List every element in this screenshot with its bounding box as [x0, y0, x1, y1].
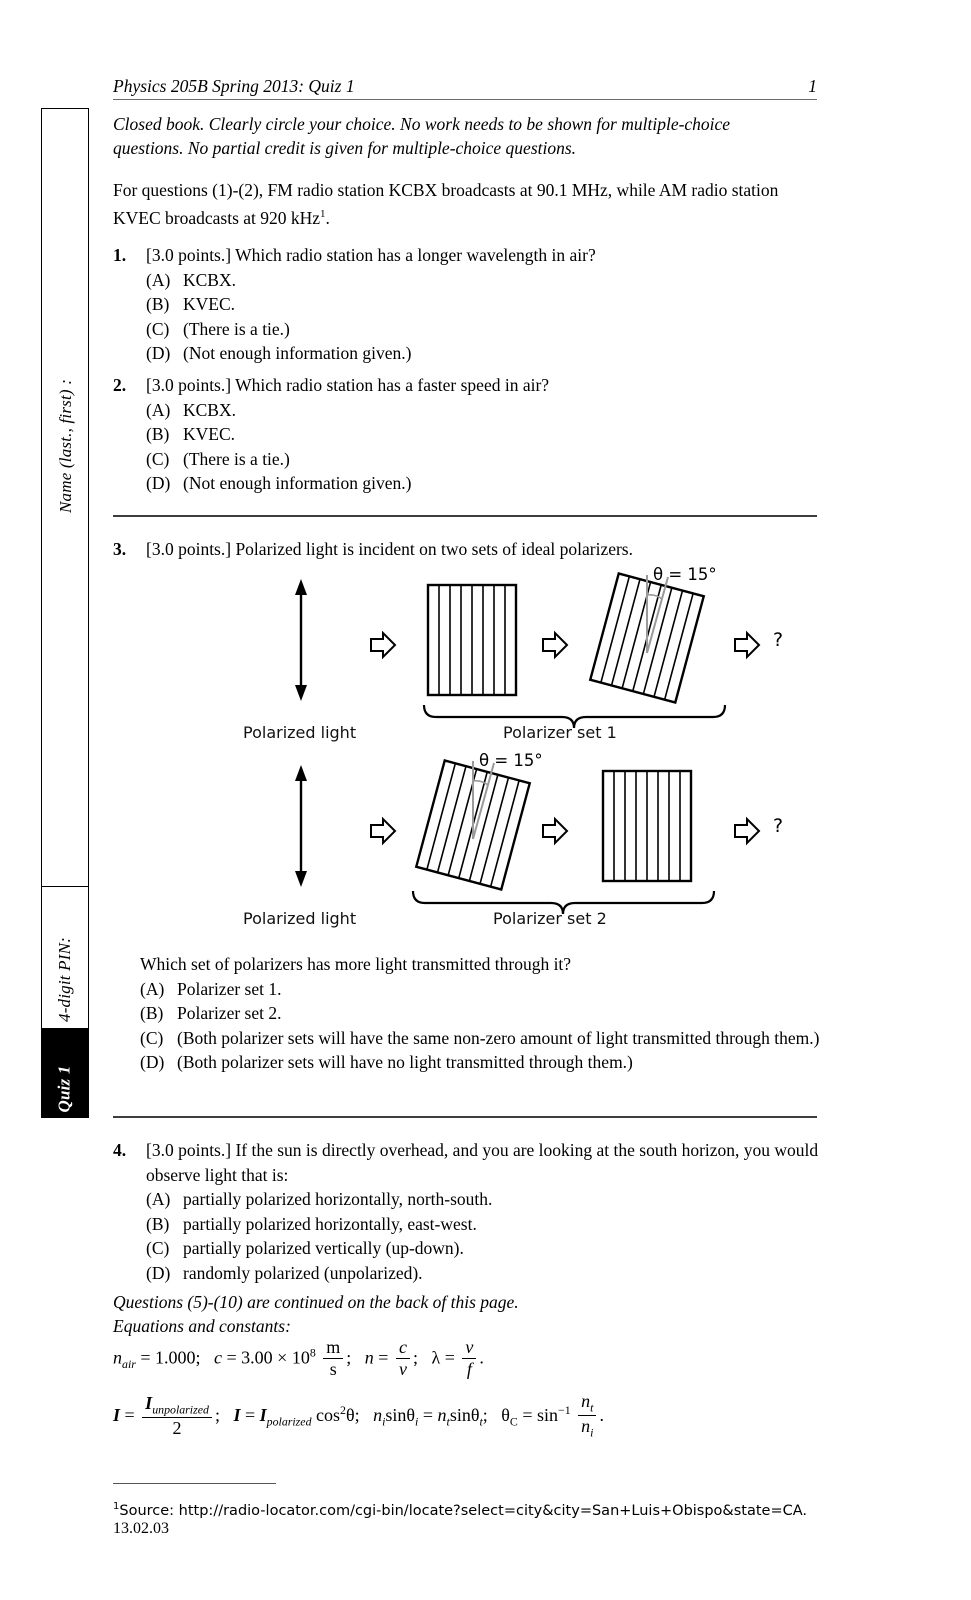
question-3 — [113, 537, 833, 562]
option-1c-letter: (C) — [146, 318, 170, 339]
eq-I2-base: I — [259, 1404, 267, 1425]
eq-theta-c-symbol: θ — [501, 1404, 510, 1425]
set1-incident-light-arrow — [295, 579, 307, 701]
eq-I-equals: = — [124, 1404, 135, 1425]
set1-polarizer-vertical — [428, 585, 516, 695]
option-4a-letter: (A) — [146, 1189, 171, 1209]
option-2a-text: KCBX. — [183, 399, 236, 420]
sidebar-quiz-tab — [42, 1029, 88, 1118]
eq-lambda-equals: = — [444, 1347, 455, 1368]
question-4 — [113, 1138, 833, 1285]
option-3b-text: Polarizer set 2. — [177, 1003, 282, 1023]
option-1b-text: KVEC. — [183, 294, 236, 314]
eq-n-def-numerator: c — [396, 1337, 410, 1359]
sidebar-name-label: Name (last., first) : — [56, 378, 75, 513]
tail-notes — [113, 1290, 519, 1338]
set2-polarizer-vertical — [603, 771, 691, 881]
eq-theta-c-denominator-subscript: i — [590, 1425, 594, 1440]
eq-I2-cos: cos — [316, 1404, 341, 1425]
course-title: Physics 205B Spring 2013: Quiz 1 — [113, 76, 355, 96]
question-4-number: 4. — [113, 1140, 127, 1160]
option-3c[interactable] — [140, 1026, 860, 1051]
set2-arrow-1 — [371, 819, 395, 843]
option-4a-text: partially polarized horizontally, north-south. — [183, 1189, 493, 1209]
eq-snell-ni-subscript: i — [382, 1414, 386, 1429]
option-3a-letter: (A) — [140, 978, 165, 999]
eq-theta-c-fraction — [578, 1391, 596, 1441]
question-3-text: Polarized light is incident on two sets of ideal polarizers. — [235, 539, 633, 559]
eq-theta-c-exponent: −1 — [558, 1402, 571, 1417]
instructions-text: Closed book. Clearly circle your choice. No work needs to be shown for multiple-choice questions. No partial credit is given for multiple-choice questions. — [113, 114, 731, 158]
option-2b[interactable] — [146, 422, 813, 447]
option-4c[interactable] — [146, 1236, 833, 1261]
option-2b-text: KVEC. — [183, 424, 236, 444]
question-3-number: 3. — [113, 539, 127, 559]
question-2-header — [113, 373, 813, 398]
option-2c-letter: (C) — [146, 448, 170, 469]
eq-lambda-numerator: v — [462, 1337, 476, 1359]
eq-c-exponent: 8 — [309, 1345, 316, 1360]
eq-snell-equals: = — [422, 1404, 434, 1425]
question-1-points: [3.0 points.] — [146, 245, 232, 265]
option-3d[interactable] — [140, 1050, 860, 1075]
eq-n-def-fraction — [396, 1337, 410, 1379]
question-3-points: [3.0 points.] — [146, 539, 232, 559]
preamble-text — [113, 178, 825, 230]
question-1-number: 1. — [113, 245, 127, 265]
set1-arrow-1 — [371, 633, 395, 657]
eq-snell-theta-i-subscript: i — [415, 1414, 419, 1429]
footnote-text — [113, 1495, 807, 1523]
option-1d-letter: (D) — [146, 343, 171, 363]
eq-I-numerator-group — [142, 1393, 212, 1418]
question-1 — [113, 243, 813, 366]
eq-c-unit-denominator: s — [329, 1358, 337, 1379]
eq-I-symbol: I — [113, 1404, 121, 1425]
eq-I2-subscript: polarized — [266, 1414, 312, 1429]
eq-theta-c-numerator-subscript: t — [590, 1400, 594, 1415]
question-2-text: Which radio station has a faster speed in air? — [235, 375, 550, 395]
option-4b-text: partially polarized horizontally, east-west. — [183, 1213, 477, 1234]
section-divider-2 — [113, 1116, 817, 1118]
question-1-options — [146, 268, 813, 366]
eq-lambda-fraction — [462, 1337, 476, 1379]
eq-I2-exponent: 2 — [340, 1402, 346, 1417]
option-4a[interactable] — [146, 1187, 833, 1212]
question-2-options — [146, 398, 813, 496]
sidebar-pin-label: 4-digit PIN: — [55, 936, 74, 1022]
question-3-sub-prompt: Which set of polarizers has more light transmitted through it? — [140, 954, 572, 974]
sidebar-quiz-label: Quiz 1 — [54, 1065, 74, 1113]
option-2c[interactable] — [146, 447, 813, 472]
set1-arrow-2 — [543, 633, 567, 657]
option-3a-text: Polarizer set 1. — [177, 978, 282, 999]
eq-snell-sin-t: sinθ — [449, 1404, 480, 1425]
option-4c-letter: (C) — [146, 1238, 170, 1258]
eq-snell-theta-t-subscript: t — [479, 1414, 483, 1429]
eq-snell-nt-subscript: t — [446, 1414, 450, 1429]
option-4d[interactable] — [146, 1261, 833, 1286]
eq-I-numerator-subscript: unpolarized — [152, 1402, 209, 1417]
eq-n-air-subscript: air — [122, 1356, 136, 1371]
polarizer-figure — [113, 565, 843, 945]
option-4d-letter: (D) — [146, 1262, 171, 1283]
option-1a[interactable] — [146, 268, 813, 293]
question-4-options — [146, 1187, 833, 1285]
answer-sheet-sidebar — [41, 108, 89, 1118]
sidebar-name-field[interactable] — [42, 109, 88, 887]
option-2c-text: (There is a tie.) — [183, 448, 290, 469]
question-2-prompt — [146, 373, 813, 398]
option-1a-text: KCBX. — [183, 269, 236, 290]
eq-c-unit-numerator: m — [323, 1337, 343, 1359]
eq-n-air-value: = 1.000; — [140, 1347, 201, 1368]
option-1c[interactable] — [146, 317, 813, 342]
option-3b[interactable] — [140, 1001, 860, 1026]
preamble-tail: . — [325, 207, 330, 228]
option-3d-letter: (D) — [140, 1052, 165, 1072]
footnote-marker: 1 — [113, 1501, 120, 1512]
question-1-prompt — [146, 243, 813, 268]
eq-theta-c-numerator: n — [581, 1391, 591, 1411]
question-4-prompt — [146, 1138, 833, 1187]
question-3-options — [140, 977, 860, 1075]
option-2b-letter: (B) — [146, 424, 170, 444]
option-3a[interactable] — [140, 977, 860, 1002]
eq-theta-c-equals: = sin — [522, 1404, 559, 1425]
eq-theta-c-denominator: n — [581, 1416, 591, 1437]
option-1b-letter: (B) — [146, 294, 170, 314]
set1-output-question-mark: ? — [773, 629, 784, 651]
eq-snell-sin-i: sinθ — [385, 1404, 416, 1425]
question-2-points: [3.0 points.] — [146, 375, 232, 395]
document-datestamp: 13.02.03 — [113, 1520, 169, 1537]
eq-theta-c-numerator-group — [578, 1391, 596, 1416]
eq-I-fraction — [142, 1393, 212, 1439]
preamble-footnote-marker: 1 — [320, 208, 326, 220]
question-3-header — [113, 537, 833, 562]
question-1-text: Which radio station has a longer wavelength in air? — [235, 245, 596, 265]
set2-angle-label: θ = 15° — [479, 751, 543, 770]
sidebar-pin-field[interactable] — [42, 887, 88, 1029]
question-4-points: [3.0 points.] — [146, 1140, 232, 1160]
eq-snell-ni: n — [373, 1404, 383, 1425]
eq-theta-c-subscript: C — [509, 1414, 518, 1429]
eq-n-air-symbol: n — [113, 1347, 122, 1368]
question-4-header — [113, 1138, 833, 1187]
question-1-header — [113, 243, 813, 268]
continued-note: Questions (5)-(10) are continued on the back of this page. — [113, 1292, 519, 1312]
option-4d-text: randomly polarized (unpolarized). — [183, 1262, 423, 1283]
option-2d-letter: (D) — [146, 473, 171, 493]
eq-theta-c-denominator-group — [578, 1416, 596, 1440]
option-1c-text: (There is a tie.) — [183, 318, 290, 339]
eq-I2-equals: = — [244, 1404, 256, 1425]
question-3-answer-block — [140, 952, 860, 1075]
set1-set-label: Polarizer set 1 — [503, 723, 617, 742]
option-3c-text: (Both polarizer sets will have the same non-zero amount of light transmitted through them.) — [177, 1027, 820, 1048]
eq-I-numerator: I — [145, 1392, 153, 1413]
option-4b-letter: (B) — [146, 1213, 170, 1234]
document-header — [113, 76, 817, 100]
option-1b[interactable] — [146, 292, 813, 317]
eq-snell-nt: n — [437, 1404, 447, 1425]
set2-arrow-3 — [735, 819, 759, 843]
option-2d[interactable] — [146, 471, 813, 496]
option-3c-letter: (C) — [140, 1027, 164, 1048]
eq-c-symbol: c — [214, 1347, 223, 1368]
eq-n-def-denominator: v — [398, 1358, 407, 1379]
option-4b[interactable] — [146, 1212, 833, 1237]
equation-row-2: I = $\frac{I_{unpolarized}}{2}$ ; $I = I_{polarized}$ $\cos^2\theta$; $n_i\sin\theta_i = n_t\sin\theta_t$; $\theta_C = \sin^{-1}$ $\frac{n_t}{n_i}$ . — [113, 1391, 604, 1440]
eq-lambda-symbol: λ — [431, 1347, 441, 1368]
eq-n-def-symbol: n — [364, 1347, 374, 1368]
eq-c-value: = 3.00 × 10 — [226, 1347, 310, 1368]
option-2d-text: (Not enough information given.) — [183, 473, 412, 493]
eq-c-units — [323, 1337, 343, 1379]
question-2 — [113, 373, 813, 496]
question-2-number: 2. — [113, 375, 127, 395]
option-3b-letter: (B) — [140, 1003, 164, 1023]
question-4-text: If the sun is directly overhead, and you are looking at the south horizon, you would observe light that is: — [146, 1140, 819, 1185]
page-number: 1 — [808, 76, 817, 96]
option-1d[interactable] — [146, 341, 813, 366]
footnote-separator — [113, 1483, 276, 1484]
set2-arrow-2 — [543, 819, 567, 843]
footnote-source: Source: http://radio-locator.com/cgi-bin/locate?select=city&city=San+Luis+Obispo&state=CA. — [119, 1502, 808, 1519]
option-3d-text: (Both polarizer sets will have no light transmitted through them.) — [177, 1052, 633, 1072]
section-divider-1 — [113, 515, 817, 517]
eq-I2-theta: θ — [345, 1404, 355, 1425]
set2-output-question-mark: ? — [773, 815, 784, 837]
set2-incident-light-arrow — [295, 765, 307, 887]
equation-row-1: $n_{air} = 1.000$; $c = 3.00 \times 10^8$ $\frac{m}{s}$ ; n = $\frac{c}{v}$ ; λ = $\frac{v}{f}$ . — [113, 1337, 484, 1379]
eq-I-denominator: 2 — [172, 1418, 182, 1439]
option-1a-letter: (A) — [146, 269, 171, 290]
set2-incident-label: Polarized light — [243, 909, 357, 928]
eq-n-def-equals: = — [378, 1347, 389, 1368]
option-1d-text: (Not enough information given.) — [183, 343, 412, 363]
eq-lambda-denominator: f — [466, 1358, 472, 1379]
option-2a[interactable] — [146, 398, 813, 423]
set1-incident-label: Polarized light — [243, 723, 357, 742]
preamble-body: For questions (1)-(2), FM radio station KCBX broadcasts at 90.1 MHz, while AM radio station KVEC broadcasts at 920 kHz — [113, 180, 779, 228]
set2-set-label: Polarizer set 2 — [493, 909, 607, 928]
option-4c-text: partially polarized vertically (up-down). — [183, 1238, 464, 1258]
polarizer-diagram-svg — [113, 565, 843, 945]
set1-angle-label: θ = 15° — [653, 565, 717, 584]
equations-heading: Equations and constants: — [113, 1316, 291, 1336]
question-3-prompt — [146, 537, 833, 562]
eq-I2-symbol: I — [233, 1404, 241, 1425]
set1-arrow-3 — [735, 633, 759, 657]
option-2a-letter: (A) — [146, 399, 171, 420]
